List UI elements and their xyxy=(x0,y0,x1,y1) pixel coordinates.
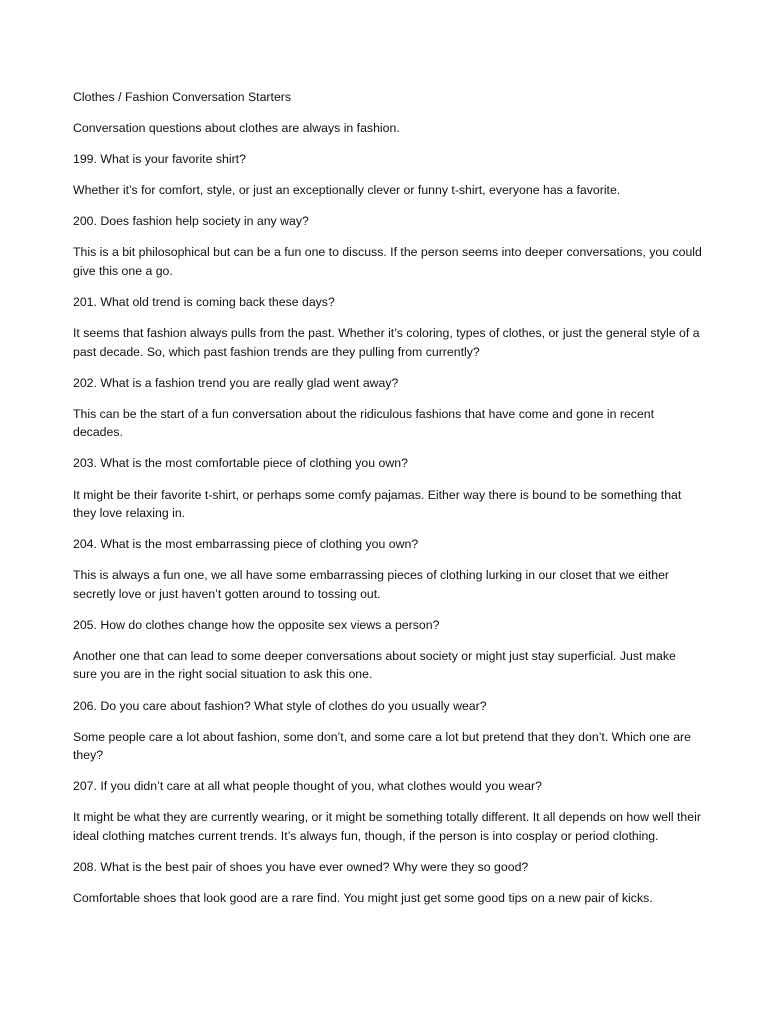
question-207: 207. If you didn’t care at all what people thought of you, what clothes would you wear? xyxy=(73,779,542,794)
document-body xyxy=(73,88,703,920)
answer-202: This can be the start of a fun conversation about the ridiculous fashions that have come and gone in recent decades. xyxy=(73,406,655,440)
question-203: 203. What is the most comfortable piece of clothing you own? xyxy=(73,456,408,471)
answer-206: Some people care a lot about fashion, some don’t, and some care a lot but pretend that they don’t. Which one are they? xyxy=(73,729,691,763)
answer-205: Another one that can lead to some deeper conversations about society or might just stay superficial. Just make sure you are in the right social situation to ask this one. xyxy=(73,648,676,682)
question-204: 204. What is the most embarrassing piece of clothing you own? xyxy=(73,537,419,552)
question-206: 206. Do you care about fashion? What style of clothes do you usually wear? xyxy=(73,698,487,713)
question-199: 199. What is your favorite shirt? xyxy=(73,152,246,167)
question-200: 200. Does fashion help society in any way? xyxy=(73,214,309,229)
question-202: 202. What is a fashion trend you are really glad went away? xyxy=(73,375,399,390)
document-title: Clothes / Fashion Conversation Starters xyxy=(73,90,292,104)
question-208: 208. What is the best pair of shoes you have ever owned? Why were they so good? xyxy=(73,859,529,874)
answer-200: This is a bit philosophical but can be a fun one to discuss. If the person seems into deeper conversations, you could give this one a go. xyxy=(73,245,702,278)
question-205: 205. How do clothes change how the opposite sex views a person? xyxy=(73,617,440,632)
answer-204: This is always a fun one, we all have some embarrassing pieces of clothing lurking in our closet that we either secretly love or just haven’t gotten around to tossing out. xyxy=(73,568,670,601)
answer-207: It might be what they are currently wearing, or it might be something totally different. It all depends on how well their ideal clothing matches current trends. It’s always fun, though, if the person is into cosplay or period clothing. xyxy=(73,810,701,843)
answer-199: Whether it’s for comfort, style, or just an exceptionally clever or funny t-shirt, everyone has a favorite. xyxy=(73,183,621,198)
question-201: 201. What old trend is coming back these days? xyxy=(73,295,335,310)
answer-201: It seems that fashion always pulls from the past. Whether it’s coloring, types of clothes, or just the general style of a past decade. So, which past fashion trends are they pulling from currently? xyxy=(73,326,700,359)
document-intro: Conversation questions about clothes are always in fashion. xyxy=(73,121,400,136)
answer-203: It might be their favorite t-shirt, or perhaps some comfy pajamas. Either way there is bound to be something that they love relaxing in. xyxy=(73,487,682,521)
answer-208: Comfortable shoes that look good are a rare find. You might just get some good tips on a new pair of kicks. xyxy=(73,890,653,905)
